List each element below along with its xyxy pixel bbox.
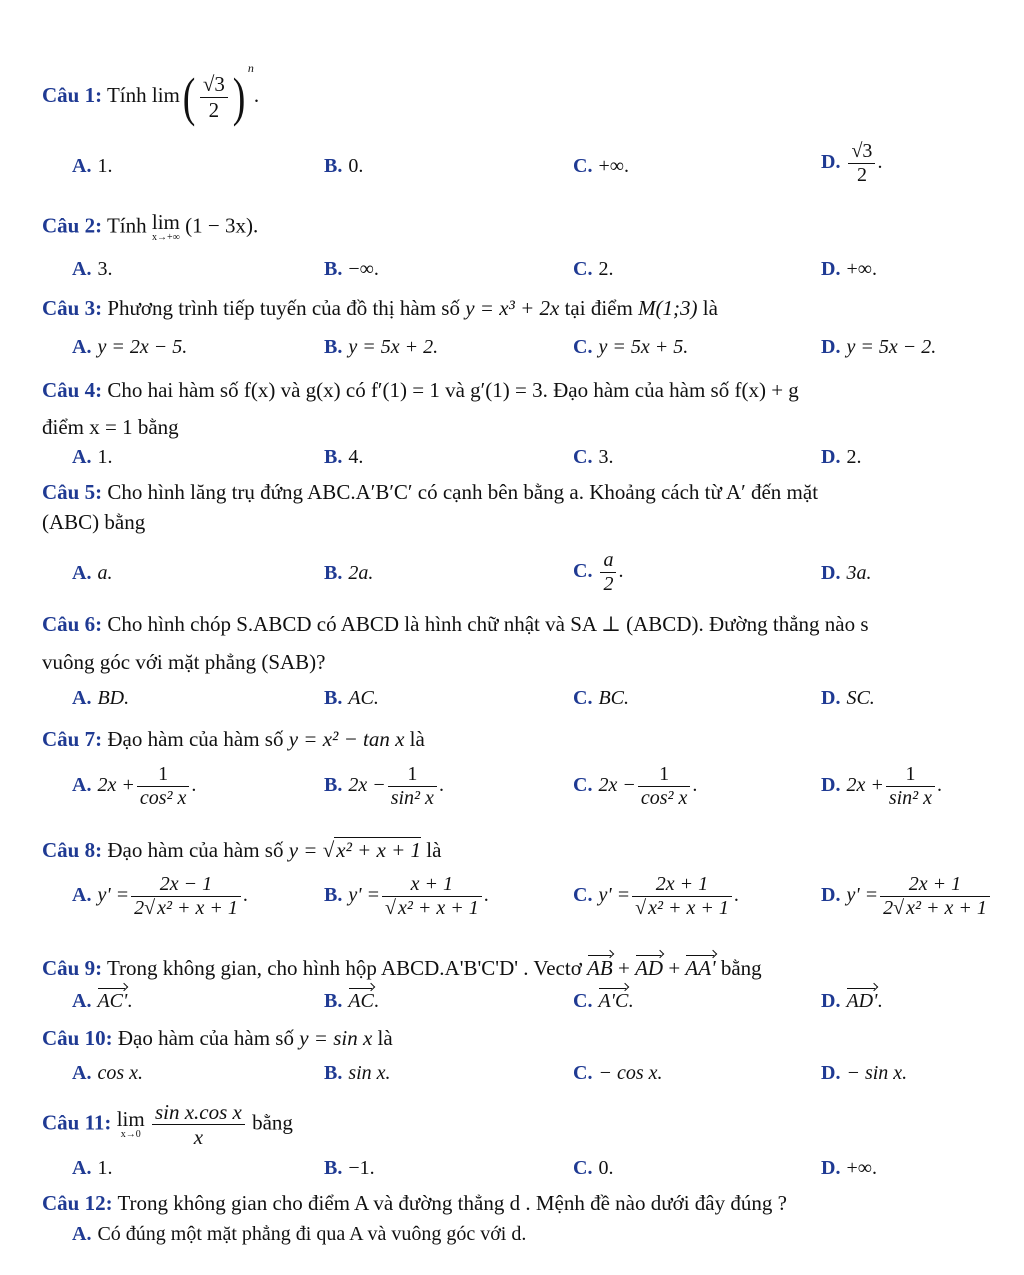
question-8-label: Câu 8: xyxy=(42,838,103,862)
q9-option-c[interactable]: C. A'C. xyxy=(573,990,634,1012)
question-5-line-2: (ABC) bằng xyxy=(42,510,146,534)
vector-ab: AB xyxy=(587,956,613,980)
q6-option-a[interactable]: A. BD. xyxy=(72,687,130,709)
question-12-label: Câu 12: xyxy=(42,1191,113,1215)
question-5: Câu 5: Cho hình lăng trụ đứng ABC.A′B′C′ có cạnh bên bằng a. Khoảng cách từ A′ đến mặt xyxy=(42,480,819,504)
question-11-fraction: $\frac{\text{sin x.cos x}}{x}$ xyxy=(152,1100,245,1149)
q2-option-c[interactable]: C. 2. xyxy=(573,258,614,280)
q2-option-d[interactable]: D. +∞. xyxy=(821,258,877,280)
question-9-label: Câu 9: xyxy=(42,956,103,980)
q7-option-c[interactable]: C. 2x − $\frac{1}{\text{cos² x}}$ . xyxy=(573,763,698,809)
q5-option-d[interactable]: D. 3a. xyxy=(821,562,872,584)
q4-option-c[interactable]: C. 3. xyxy=(573,446,614,468)
q9-option-a[interactable]: A. AC'. xyxy=(72,990,133,1012)
q7-option-d[interactable]: D. 2x + $\frac{1}{\text{sin² x}}$ . xyxy=(821,763,943,809)
q10-option-c[interactable]: C. − cos x. xyxy=(573,1062,663,1084)
question-6: Câu 6: Cho hình chóp S.ABCD có ABCD là hình chữ nhật và SA ⊥ (ABCD). Đường thẳng nào s xyxy=(42,612,869,636)
question-2-expression: (1 − 3x). xyxy=(185,213,259,238)
question-7-label: Câu 7: xyxy=(42,727,103,751)
q4-option-a[interactable]: A. 1. xyxy=(72,446,113,468)
vector-ad: AD xyxy=(635,956,664,980)
q7-option-b[interactable]: B. 2x − $\frac{1}{\text{sin² x}}$ . xyxy=(324,763,444,809)
question-4: Câu 4: Cho hai hàm số f(x) và g(x) có f′(1) = 1 và g′(1) = 3. Đạo hàm của hàm số f(x) + g xyxy=(42,378,799,402)
question-11: Câu 11: lim x→0 $\frac{\text{sin x.cos x}}{x}$ bằng xyxy=(42,1100,293,1150)
q8-option-d[interactable]: D. y' = $\frac{2x + 1}{\text{2√ x² + x + 1}}$ xyxy=(821,873,992,920)
question-4-label: Câu 4: xyxy=(42,378,103,402)
q9-option-d[interactable]: D. AD'. xyxy=(821,990,883,1012)
q3-option-b[interactable]: B. y = 5x + 2. xyxy=(324,336,439,358)
lim-symbol: lim xyxy=(151,82,180,107)
q8-option-a[interactable]: A. y' = $\frac{2x - 1}{\text{2√ x² + x + 1}}$ . xyxy=(72,873,248,919)
q1-option-a[interactable]: A. 1. xyxy=(72,155,113,177)
q1-option-c[interactable]: C. +∞. xyxy=(573,155,629,177)
q11-option-b[interactable]: B. −1. xyxy=(324,1157,375,1179)
q4-option-b[interactable]: B. 4. xyxy=(324,446,364,468)
question-2-text: Tính xyxy=(106,213,147,238)
vector-aa-prime: AA' xyxy=(685,956,716,980)
q1-option-b[interactable]: B. 0. xyxy=(324,155,364,177)
lim-block: lim x→+∞ xyxy=(151,210,180,243)
q4-option-d[interactable]: D. 2. xyxy=(821,446,862,468)
q11-option-d[interactable]: D. +∞. xyxy=(821,1157,877,1179)
q10-option-a[interactable]: A. cos x. xyxy=(72,1062,143,1084)
question-1: Câu 1: Tính lim( $\frac{√3}{2}$ ) $^n$. xyxy=(42,60,260,127)
question-5-label: Câu 5: xyxy=(42,480,103,504)
question-6-line-2: vuông góc với mặt phẳng (SAB)? xyxy=(42,650,326,674)
question-3-label: Câu 3: xyxy=(42,296,103,320)
fraction: $\frac{√3}{2}$ xyxy=(200,72,228,121)
question-1-text: Tính xyxy=(106,82,147,107)
question-8: Câu 8: Đạo hàm của hàm số y = √x² + x + 1 là xyxy=(42,838,442,862)
q5-option-c[interactable]: C. $\frac{a}{2}$ . xyxy=(573,549,624,595)
q8-option-b[interactable]: B. y' = $\frac{x + 1}{\text{√ x² + x + 1}}$ . xyxy=(324,873,489,919)
question-11-label: Câu 11: xyxy=(42,1110,112,1135)
q6-option-d[interactable]: D. SC. xyxy=(821,687,875,709)
question-4-line-2: điểm x = 1 bằng xyxy=(42,415,179,439)
question-7: Câu 7: Đạo hàm của hàm số y = x² − tan x là xyxy=(42,727,425,751)
question-6-label: Câu 6: xyxy=(42,612,103,636)
q6-option-c[interactable]: C. BC. xyxy=(573,687,630,709)
question-10-label: Câu 10: xyxy=(42,1026,113,1050)
q10-option-d[interactable]: D. − sin x. xyxy=(821,1062,908,1084)
question-2 xyxy=(42,212,258,243)
question-12: Câu 12: Trong không gian cho điểm A và đường thẳng d . Mệnh đề nào dưới đây đúng ? xyxy=(42,1191,787,1215)
q12-option-a[interactable]: A. Có đúng một mặt phẳng đi qua A và vuông góc với d. xyxy=(72,1223,527,1245)
q7-option-a[interactable]: A. 2x + $\frac{1}{\text{cos² x}}$ . xyxy=(72,763,197,809)
q11-option-c[interactable]: C. 0. xyxy=(573,1157,614,1179)
question-3: Câu 3: Phương trình tiếp tuyến của đồ thị hàm số y = x³ + 2x tại điểm M(1;3) là xyxy=(42,296,718,320)
q11-option-a[interactable]: A. 1. xyxy=(72,1157,113,1179)
q6-option-b[interactable]: B. AC. xyxy=(324,687,379,709)
q2-option-b[interactable]: B. −∞. xyxy=(324,258,379,280)
q2-option-a[interactable]: A. 3. xyxy=(72,258,113,280)
question-2-label: Câu 2: xyxy=(42,213,103,238)
question-10: Câu 10: Đạo hàm của hàm số y = sin x là xyxy=(42,1026,393,1050)
q9-option-b[interactable]: B. AC. xyxy=(324,990,379,1012)
q5-option-b[interactable]: B. 2a. xyxy=(324,562,374,584)
q3-option-a[interactable]: A. y = 2x − 5. xyxy=(72,336,188,358)
q3-option-d[interactable]: D. y = 5x − 2. xyxy=(821,336,937,358)
question-1-label: Câu 1: xyxy=(42,82,103,107)
q8-option-c[interactable]: C. y' = $\frac{2x + 1}{\text{√ x² + x + 1}}$ . xyxy=(573,873,739,919)
q5-option-a[interactable]: A. a. xyxy=(72,562,113,584)
q10-option-b[interactable]: B. sin x. xyxy=(324,1062,391,1084)
q1-option-d[interactable]: D. $\frac{√3}{2}$ . xyxy=(821,140,883,186)
question-9: Câu 9: Trong không gian, cho hình hộp ABCD.A'B'C'D' . Vectơ AB + AD + AA' bằng xyxy=(42,956,762,980)
q3-option-c[interactable]: C. y = 5x + 5. xyxy=(573,336,689,358)
